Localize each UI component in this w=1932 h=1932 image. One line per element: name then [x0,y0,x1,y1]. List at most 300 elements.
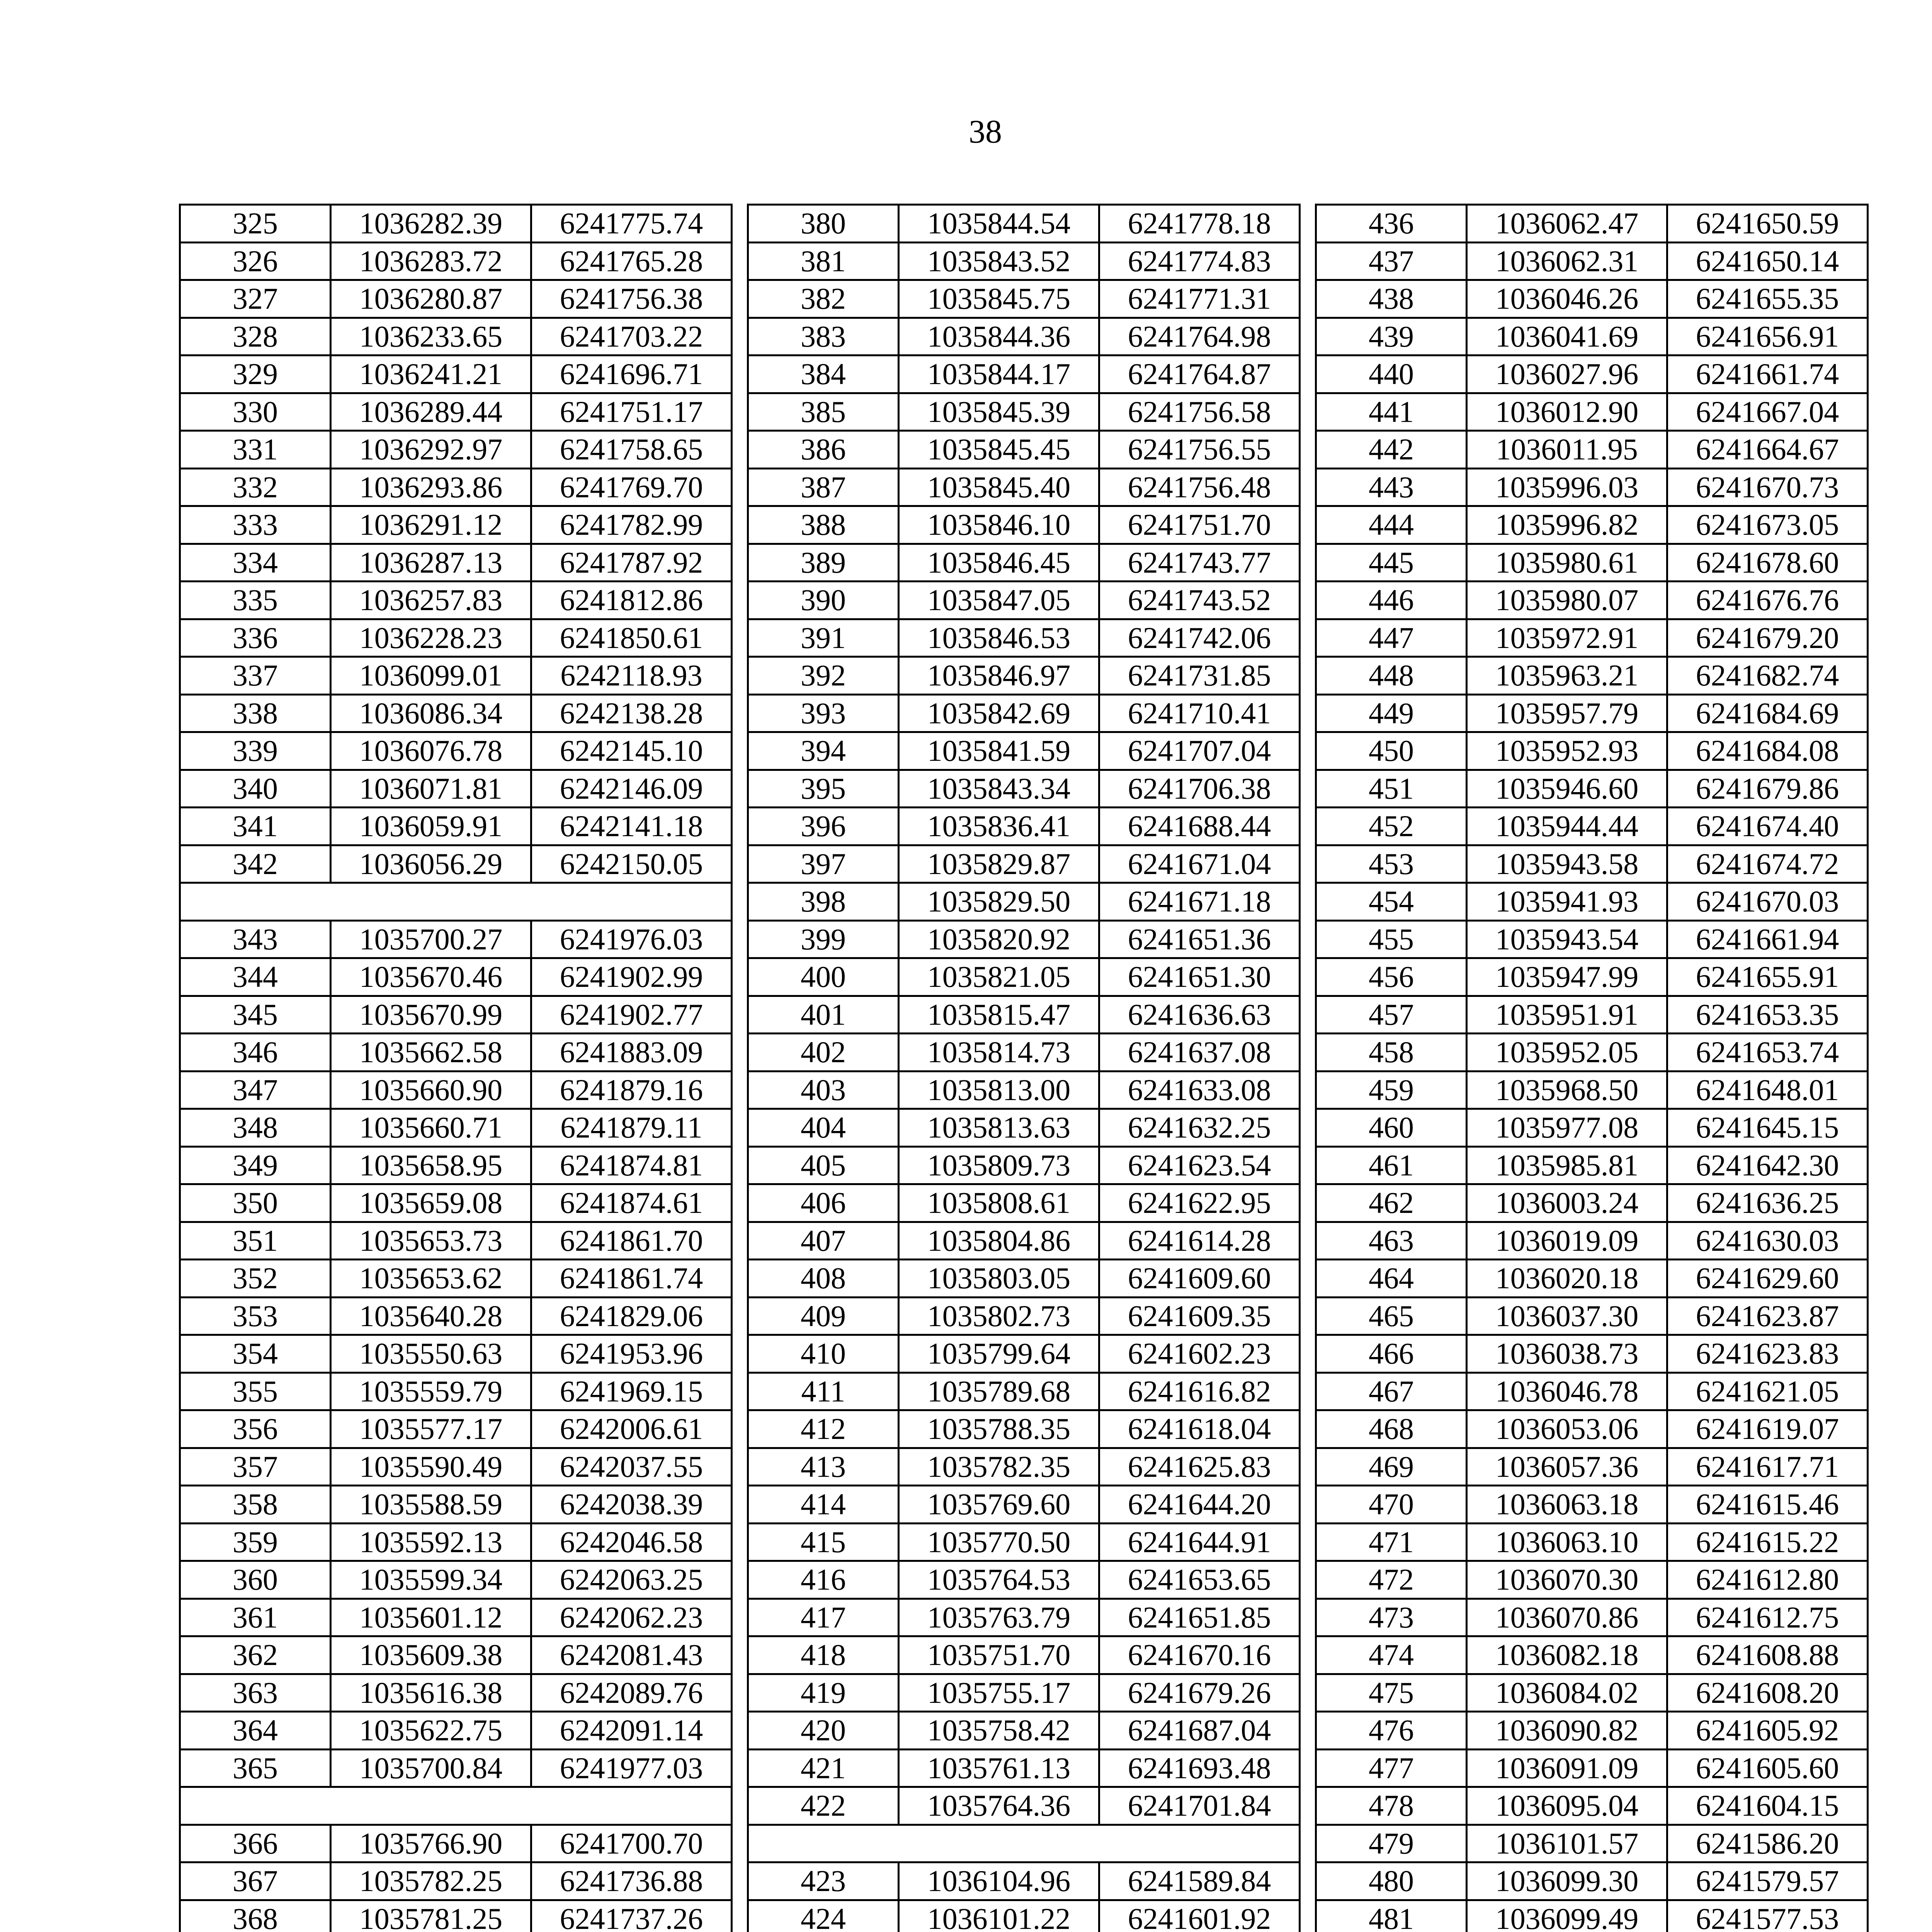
x-coordinate-cell: 1036057.36 [1467,1448,1667,1486]
x-coordinate-cell: 1035951.91 [1467,996,1667,1034]
table-row [180,468,732,506]
y-coordinate-cell: 6241589.84 [1099,1862,1300,1900]
point-number-cell: 464 [1316,1260,1467,1298]
point-number-cell: 337 [180,657,331,695]
x-coordinate-cell: 1035788.35 [899,1410,1099,1448]
point-number-cell: 385 [748,393,899,431]
x-coordinate-cell: 1035845.40 [899,468,1099,506]
y-coordinate-cell: 6241775.74 [531,205,732,243]
y-coordinate-cell: 6241879.11 [531,1109,732,1147]
y-coordinate-cell: 6241625.83 [1099,1448,1300,1486]
x-coordinate-cell: 1035829.50 [899,883,1099,921]
table-row [748,1071,1300,1109]
y-coordinate-cell: 6241696.71 [531,355,732,393]
y-coordinate-cell: 6241650.59 [1667,205,1868,243]
x-coordinate-cell: 1035844.36 [899,318,1099,355]
x-coordinate-cell: 1036101.22 [899,1900,1099,1932]
point-number-cell: 422 [748,1787,899,1825]
y-coordinate-cell: 6241651.36 [1099,920,1300,958]
point-number-cell: 327 [180,280,331,318]
point-number-cell: 441 [1316,393,1467,431]
x-coordinate-cell: 1036241.21 [331,355,531,393]
point-number-cell: 442 [1316,431,1467,469]
point-number-cell: 408 [748,1260,899,1298]
table-row [748,694,1300,732]
table-row [748,1335,1300,1373]
y-coordinate-cell: 6241953.96 [531,1335,732,1373]
table-row [180,205,732,243]
table-row [1316,1674,1868,1712]
y-coordinate-cell: 6241787.92 [531,544,732,582]
y-coordinate-cell: 6241661.94 [1667,920,1868,958]
x-coordinate-cell: 1035802.73 [899,1297,1099,1335]
table-row [748,582,1300,619]
x-coordinate-cell: 1035640.28 [331,1297,531,1335]
point-number-cell: 448 [1316,657,1467,695]
table-row [180,582,732,619]
x-coordinate-cell: 1035980.07 [1467,582,1667,619]
table-row [748,205,1300,243]
table-row [180,619,732,657]
point-number-cell: 477 [1316,1749,1467,1787]
table-row [748,808,1300,845]
table-row [1316,808,1868,845]
point-number-cell: 458 [1316,1034,1467,1071]
x-coordinate-cell: 1036011.95 [1467,431,1667,469]
point-number-cell: 330 [180,393,331,431]
y-coordinate-cell: 6241670.73 [1667,468,1868,506]
table-row [748,1297,1300,1335]
point-number-cell: 364 [180,1712,331,1750]
table-row [1316,1636,1868,1674]
point-number-cell: 388 [748,506,899,544]
y-coordinate-cell: 6241650.14 [1667,242,1868,280]
table-row [180,544,732,582]
y-coordinate-cell: 6241977.03 [531,1749,732,1787]
table-row [748,1260,1300,1298]
y-coordinate-cell: 6241615.46 [1667,1486,1868,1524]
x-coordinate-cell: 1036082.18 [1467,1636,1667,1674]
y-coordinate-cell: 6241829.06 [531,1297,732,1335]
x-coordinate-cell: 1035847.05 [899,582,1099,619]
point-number-cell: 354 [180,1335,331,1373]
x-coordinate-cell: 1035592.13 [331,1523,531,1561]
y-coordinate-cell: 6241710.41 [1099,694,1300,732]
blank-separator-row [180,1787,732,1825]
point-number-cell: 391 [748,619,899,657]
point-number-cell: 336 [180,619,331,657]
y-coordinate-cell: 6241616.82 [1099,1372,1300,1410]
y-coordinate-cell: 6241608.88 [1667,1636,1868,1674]
point-number-cell: 406 [748,1184,899,1222]
table-row [180,920,732,958]
x-coordinate-cell: 1036071.81 [331,770,531,808]
x-coordinate-cell: 1035996.03 [1467,468,1667,506]
y-coordinate-cell: 6241621.05 [1667,1372,1868,1410]
table-row [1316,732,1868,770]
table-row [748,657,1300,695]
x-coordinate-cell: 1035769.60 [899,1486,1099,1524]
table-row [748,1561,1300,1599]
x-coordinate-cell: 1035842.69 [899,694,1099,732]
x-coordinate-cell: 1036037.30 [1467,1297,1667,1335]
point-number-cell: 468 [1316,1410,1467,1448]
table-row [1316,1372,1868,1410]
y-coordinate-cell: 6242062.23 [531,1599,732,1636]
point-number-cell: 365 [180,1749,331,1787]
x-coordinate-cell: 1035841.59 [899,732,1099,770]
table-row [1316,1297,1868,1335]
y-coordinate-cell: 6241765.28 [531,242,732,280]
point-number-cell: 401 [748,996,899,1034]
y-coordinate-cell: 6241664.67 [1667,431,1868,469]
table-row [1316,1222,1868,1260]
table-row [180,1561,732,1599]
x-coordinate-cell: 1035590.49 [331,1448,531,1486]
y-coordinate-cell: 6241701.84 [1099,1787,1300,1825]
point-number-cell: 344 [180,958,331,996]
x-coordinate-cell: 1035968.50 [1467,1071,1667,1109]
x-coordinate-cell: 1035658.95 [331,1146,531,1184]
x-coordinate-cell: 1036101.57 [1467,1825,1667,1862]
y-coordinate-cell: 6241661.74 [1667,355,1868,393]
y-coordinate-cell: 6241700.70 [531,1825,732,1862]
y-coordinate-cell: 6241655.35 [1667,280,1868,318]
table-row [748,1862,1300,1900]
y-coordinate-cell: 6242046.58 [531,1523,732,1561]
point-number-cell: 328 [180,318,331,355]
point-number-cell: 360 [180,1561,331,1599]
point-number-cell: 329 [180,355,331,393]
point-number-cell: 423 [748,1862,899,1900]
table-row [748,996,1300,1034]
y-coordinate-cell: 6241667.04 [1667,393,1868,431]
y-coordinate-cell: 6241679.26 [1099,1674,1300,1712]
table-row [180,280,732,318]
y-coordinate-cell: 6242037.55 [531,1448,732,1486]
table-row [180,1448,732,1486]
x-coordinate-cell: 1035972.91 [1467,619,1667,657]
table-row [1316,1712,1868,1750]
point-number-cell: 438 [1316,280,1467,318]
x-coordinate-cell: 1035957.79 [1467,694,1667,732]
y-coordinate-cell: 6241743.77 [1099,544,1300,582]
x-coordinate-cell: 1036289.44 [331,393,531,431]
coordinate-table-left [179,204,733,1932]
point-number-cell: 471 [1316,1523,1467,1561]
x-coordinate-cell: 1035843.34 [899,770,1099,808]
table-row [748,468,1300,506]
y-coordinate-cell: 6241758.65 [531,431,732,469]
x-coordinate-cell: 1035846.53 [899,619,1099,657]
table-row [1316,280,1868,318]
x-coordinate-cell: 1035622.75 [331,1712,531,1750]
table-row [748,732,1300,770]
x-coordinate-cell: 1035789.68 [899,1372,1099,1410]
x-coordinate-cell: 1035659.08 [331,1184,531,1222]
point-number-cell: 368 [180,1900,331,1932]
point-number-cell: 452 [1316,808,1467,845]
point-number-cell: 347 [180,1071,331,1109]
point-number-cell: 454 [1316,883,1467,921]
x-coordinate-cell: 1035804.86 [899,1222,1099,1260]
y-coordinate-cell: 6241679.86 [1667,770,1868,808]
table-row [748,1749,1300,1787]
x-coordinate-cell: 1035820.92 [899,920,1099,958]
y-coordinate-cell: 6242145.10 [531,732,732,770]
point-number-cell: 342 [180,845,331,883]
point-number-cell: 439 [1316,318,1467,355]
x-coordinate-cell: 1035660.71 [331,1109,531,1147]
y-coordinate-cell: 6241609.35 [1099,1297,1300,1335]
point-number-cell: 383 [748,318,899,355]
x-coordinate-cell: 1035766.90 [331,1825,531,1862]
table-row [748,318,1300,355]
table-row [748,1523,1300,1561]
y-coordinate-cell: 6241608.20 [1667,1674,1868,1712]
point-number-cell: 392 [748,657,899,695]
x-coordinate-cell: 1036070.30 [1467,1561,1667,1599]
x-coordinate-cell: 1036090.82 [1467,1712,1667,1750]
x-coordinate-cell: 1035755.17 [899,1674,1099,1712]
y-coordinate-cell: 6241693.48 [1099,1749,1300,1787]
table-row [180,1825,732,1862]
table-row [180,1749,732,1787]
table-row [180,1599,732,1636]
x-coordinate-cell: 1035670.46 [331,958,531,996]
point-number-cell: 413 [748,1448,899,1486]
x-coordinate-cell: 1036019.09 [1467,1222,1667,1260]
table-row [1316,544,1868,582]
point-number-cell: 349 [180,1146,331,1184]
x-coordinate-cell: 1036099.01 [331,657,531,695]
x-coordinate-cell: 1035996.82 [1467,506,1667,544]
y-coordinate-cell: 6241615.22 [1667,1523,1868,1561]
point-number-cell: 363 [180,1674,331,1712]
y-coordinate-cell: 6241605.60 [1667,1749,1868,1787]
point-number-cell: 467 [1316,1372,1467,1410]
table-row [180,996,732,1034]
x-coordinate-cell: 1035808.61 [899,1184,1099,1222]
y-coordinate-cell: 6241618.04 [1099,1410,1300,1448]
point-number-cell: 480 [1316,1862,1467,1900]
point-number-cell: 447 [1316,619,1467,657]
x-coordinate-cell: 1035764.36 [899,1787,1099,1825]
table-row [180,1297,732,1335]
x-coordinate-cell: 1035751.70 [899,1636,1099,1674]
x-coordinate-cell: 1035809.73 [899,1146,1099,1184]
point-number-cell: 350 [180,1184,331,1222]
y-coordinate-cell: 6241605.92 [1667,1712,1868,1750]
x-coordinate-cell: 1036059.91 [331,808,531,845]
table-row [180,958,732,996]
point-number-cell: 460 [1316,1109,1467,1147]
y-coordinate-cell: 6241636.25 [1667,1184,1868,1222]
y-coordinate-cell: 6242138.28 [531,694,732,732]
point-number-cell: 346 [180,1034,331,1071]
y-coordinate-cell: 6241874.61 [531,1184,732,1222]
point-number-cell: 402 [748,1034,899,1071]
table-row [1316,1523,1868,1561]
coordinate-table-right [1315,204,1869,1932]
y-coordinate-cell: 6242038.39 [531,1486,732,1524]
table-row [180,808,732,845]
blank-separator-row [180,883,732,921]
point-number-cell: 396 [748,808,899,845]
point-number-cell: 395 [748,770,899,808]
point-number-cell: 382 [748,280,899,318]
y-coordinate-cell: 6241771.31 [1099,280,1300,318]
table-row [180,1184,732,1222]
x-coordinate-cell: 1035943.58 [1467,845,1667,883]
y-coordinate-cell: 6241633.08 [1099,1071,1300,1109]
x-coordinate-cell: 1035782.35 [899,1448,1099,1486]
x-coordinate-cell: 1036095.04 [1467,1787,1667,1825]
table-row [180,1410,732,1448]
table-row [180,1523,732,1561]
table-row [1316,920,1868,958]
y-coordinate-cell: 6241645.15 [1667,1109,1868,1147]
x-coordinate-cell: 1035770.50 [899,1523,1099,1561]
x-coordinate-cell: 1036012.90 [1467,393,1667,431]
table-row [1316,506,1868,544]
table-row [180,1900,732,1932]
y-coordinate-cell: 6241630.03 [1667,1222,1868,1260]
table-row [748,1146,1300,1184]
table-row [748,770,1300,808]
x-coordinate-cell: 1035844.54 [899,205,1099,243]
point-number-cell: 437 [1316,242,1467,280]
point-number-cell: 476 [1316,1712,1467,1750]
x-coordinate-cell: 1036027.96 [1467,355,1667,393]
table-row [748,280,1300,318]
y-coordinate-cell: 6241673.05 [1667,506,1868,544]
x-coordinate-cell: 1036063.18 [1467,1486,1667,1524]
y-coordinate-cell: 6241651.30 [1099,958,1300,996]
x-coordinate-cell: 1035761.13 [899,1749,1099,1787]
x-coordinate-cell: 1036292.97 [331,431,531,469]
x-coordinate-cell: 1036282.39 [331,205,531,243]
x-coordinate-cell: 1036076.78 [331,732,531,770]
x-coordinate-cell: 1036104.96 [899,1862,1099,1900]
table-row [1316,657,1868,695]
y-coordinate-cell: 6241602.23 [1099,1335,1300,1373]
x-coordinate-cell: 1036086.34 [331,694,531,732]
point-number-cell: 325 [180,205,331,243]
table-row [748,544,1300,582]
point-number-cell: 359 [180,1523,331,1561]
x-coordinate-cell: 1036070.86 [1467,1599,1667,1636]
y-coordinate-cell: 6241655.91 [1667,958,1868,996]
table-row [748,242,1300,280]
x-coordinate-cell: 1035952.05 [1467,1034,1667,1071]
table-row [1316,318,1868,355]
x-coordinate-cell: 1035782.25 [331,1862,531,1900]
x-coordinate-cell: 1036038.73 [1467,1335,1667,1373]
y-coordinate-cell: 6241604.15 [1667,1787,1868,1825]
point-number-cell: 338 [180,694,331,732]
point-number-cell: 455 [1316,920,1467,958]
x-coordinate-cell: 1035980.61 [1467,544,1667,582]
x-coordinate-cell: 1036291.12 [331,506,531,544]
point-number-cell: 478 [1316,1787,1467,1825]
point-number-cell: 475 [1316,1674,1467,1712]
point-number-cell: 469 [1316,1448,1467,1486]
table-row [1316,1825,1868,1862]
table-row [748,1372,1300,1410]
x-coordinate-cell: 1035550.63 [331,1335,531,1373]
table-row [1316,582,1868,619]
table-row [1316,958,1868,996]
y-coordinate-cell: 6241636.63 [1099,996,1300,1034]
point-number-cell: 393 [748,694,899,732]
point-number-cell: 472 [1316,1561,1467,1599]
point-number-cell: 436 [1316,205,1467,243]
point-number-cell: 352 [180,1260,331,1298]
table-row [1316,1599,1868,1636]
table-row [748,958,1300,996]
point-number-cell: 461 [1316,1146,1467,1184]
table-row [1316,770,1868,808]
x-coordinate-cell: 1036099.30 [1467,1862,1667,1900]
y-coordinate-cell: 6241737.26 [531,1900,732,1932]
x-coordinate-cell: 1036020.18 [1467,1260,1667,1298]
x-coordinate-cell: 1035763.79 [899,1599,1099,1636]
y-coordinate-cell: 6241774.83 [1099,242,1300,280]
y-coordinate-cell: 6241969.15 [531,1372,732,1410]
y-coordinate-cell: 6241609.60 [1099,1260,1300,1298]
blank-separator-row [748,1825,1300,1862]
table-row [748,393,1300,431]
y-coordinate-cell: 6241644.91 [1099,1523,1300,1561]
table-row [180,1071,732,1109]
point-number-cell: 339 [180,732,331,770]
y-coordinate-cell: 6241579.57 [1667,1862,1868,1900]
y-coordinate-cell: 6241614.28 [1099,1222,1300,1260]
table-row [1316,242,1868,280]
table-row [1316,205,1868,243]
point-number-cell: 466 [1316,1335,1467,1373]
x-coordinate-cell: 1035670.99 [331,996,531,1034]
y-coordinate-cell: 6241812.86 [531,582,732,619]
table-row [180,1222,732,1260]
table-row [748,883,1300,921]
table-row [748,1184,1300,1222]
point-number-cell: 333 [180,506,331,544]
point-number-cell: 410 [748,1335,899,1373]
x-coordinate-cell: 1035963.21 [1467,657,1667,695]
y-coordinate-cell: 6241622.95 [1099,1184,1300,1222]
y-coordinate-cell: 6242091.14 [531,1712,732,1750]
table-row [748,1448,1300,1486]
y-coordinate-cell: 6241874.81 [531,1146,732,1184]
y-coordinate-cell: 6241742.06 [1099,619,1300,657]
point-number-cell: 340 [180,770,331,808]
x-coordinate-cell: 1036280.87 [331,280,531,318]
x-coordinate-cell: 1035700.27 [331,920,531,958]
x-coordinate-cell: 1036233.65 [331,318,531,355]
table-row [748,355,1300,393]
point-number-cell: 479 [1316,1825,1467,1862]
table-row [1316,1486,1868,1524]
x-coordinate-cell: 1036003.24 [1467,1184,1667,1222]
x-coordinate-cell: 1035599.34 [331,1561,531,1599]
x-coordinate-cell: 1036046.78 [1467,1372,1667,1410]
table-row [180,845,732,883]
x-coordinate-cell: 1035845.45 [899,431,1099,469]
table-row [748,1712,1300,1750]
table-row [1316,1410,1868,1448]
